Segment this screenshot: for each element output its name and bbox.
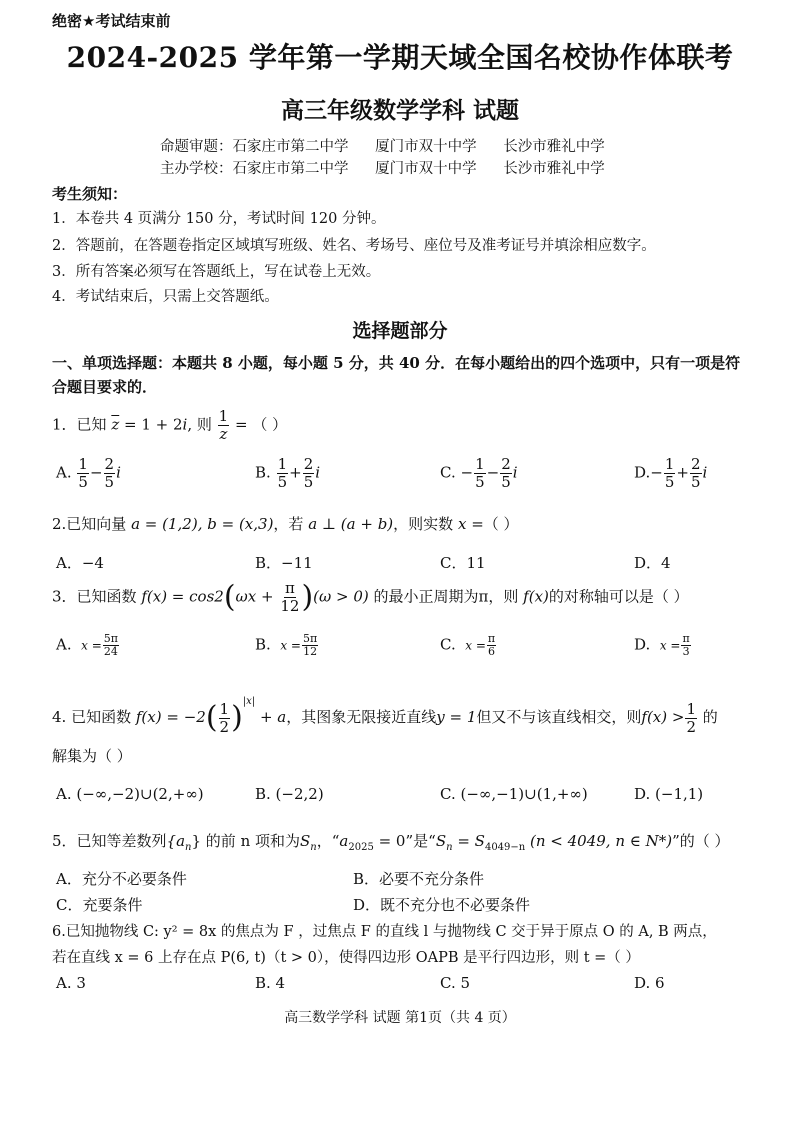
notice-heading: 考生须知： xyxy=(52,185,128,203)
q2-option-c: C．11 xyxy=(440,554,486,572)
q4-option-a: A. (−∞,−2)∪(2,+∞) xyxy=(56,785,204,803)
question-6: 6.已知抛物线 C: y² = 8x 的焦点为 F ，过焦点 F 的直线 l 与抛物线 C 交于异于原点 O 的 A, B 两点， xyxy=(52,924,717,940)
q1-option-a: A. $\frac{1}{5}$ − $\frac{2}{5}$ i xyxy=(56,455,121,491)
schools-row-1: 命题审题：石家庄市第二中学 厦门市双十中学 长沙市雅礼中学 xyxy=(160,139,605,155)
q1-option-c: C. − $\frac{1}{5}$ − $\frac{2}{5}$ i xyxy=(440,455,518,491)
exam-title: 2024-2025 学年第一学期天域全国名校协作体联考 xyxy=(66,41,734,74)
page-footer: 高三数学学科 试题 第1页（共 4 页） xyxy=(284,1010,516,1026)
fraction: $\frac{1}{z}$ xyxy=(218,407,229,443)
q1-option-d: D.− $\frac{1}{5}$ + $\frac{2}{5}$ i xyxy=(634,455,708,491)
q6-option-d: D. 6 xyxy=(634,974,665,992)
q2-option-a: A．−4 xyxy=(56,554,104,572)
notice-item: 1．本卷共 4 页满分 150 分，考试时间 120 分钟。 xyxy=(52,211,386,227)
q6-option-b: B. 4 xyxy=(255,974,286,992)
section-title: 选择题部分 xyxy=(352,320,448,342)
question-4: 4. 已知函数 f(x) = −2( $\frac{1}{2}$ )$^{|x|}$ + a，其图象无限接近直线y = 1但又不与该直线相交，则f(x) > $\frac{1}{2}$ 的 xyxy=(52,696,718,736)
notice-item: 2．答题前，在答题卷指定区域填写班级、姓名、考场号、座位号及准考证号并填涂相应数字。 xyxy=(52,238,656,254)
q5-option-b: B．必要不充分条件 xyxy=(353,870,485,888)
q5-option-a: A．充分不必要条件 xyxy=(56,870,187,888)
exam-subtitle: 高三年级数学学科 试题 xyxy=(280,97,519,124)
question-3: 3．已知函数 f(x) = cos2(ωx + $\frac{\pi}{12}$ )(ω > 0) 的最小正周期为π，则 f(x)的对称轴可以是（ ） xyxy=(52,579,689,615)
q1-option-b: B. $\frac{1}{5}$ + $\frac{2}{5}$ i xyxy=(255,455,321,491)
q4-option-c: C. (−∞,−1)∪(1,+∞) xyxy=(440,785,588,803)
question-1: 1．已知 $\overline{z} = 1 + 2i$, 则 $\frac{1}{z}$ = （ ） xyxy=(52,407,288,443)
part-instructions: 一、单项选择题：本题共 8 小题，每小题 5 分，共 40 分．在每小题给出的四个选项中，只有一项是符合题目要求的． xyxy=(52,354,741,396)
q4-option-b: B. (−2,2) xyxy=(255,785,324,803)
q2-option-d: D．4 xyxy=(634,554,671,572)
q5-option-c: C．充要条件 xyxy=(56,896,143,914)
question-6-line-2: 若在直线 x = 6 上存在点 P(6, t)（t > 0），使得四边形 OAPB 是平行四边形，则 t =（ ） xyxy=(52,950,640,966)
question-5: 5．已知等差数列$\{a_n\}$ 的前 n 项和为$S_n$，“$a_{2025} = 0$”是“$S_n = S_{4049-n}$ (n < 4049, n ∈ N*)”的（ ） xyxy=(52,832,730,853)
q2-option-b: B．−11 xyxy=(255,554,313,572)
q3-option-b: B. x = $\frac{5\pi}{12}$ xyxy=(255,632,318,658)
q5-option-d: D．既不充分也不必要条件 xyxy=(353,896,531,914)
q3-option-d: D. x = $\frac{\pi}{3}$ xyxy=(634,632,690,658)
notice-item: 3．所有答案必须写在答题纸上，写在试卷上无效。 xyxy=(52,264,381,280)
q4-option-d: D. (−1,1) xyxy=(634,785,704,803)
question-2: 2.已知向量 a = (1,2), b = (x,3)，若 a ⊥ (a + b)，则实数 x =（ ） xyxy=(52,515,519,533)
q6-option-a: A. 3 xyxy=(56,974,86,992)
schools-row-2: 主办学校：石家庄市第二中学 厦门市双十中学 长沙市雅礼中学 xyxy=(160,161,605,177)
notice-item: 4．考试结束后，只需上交答题纸。 xyxy=(52,289,279,305)
q6-option-c: C. 5 xyxy=(440,974,471,992)
question-4-line-2: 解集为（ ） xyxy=(52,747,132,765)
q3-option-c: C. x = $\frac{\pi}{6}$ xyxy=(440,632,496,658)
q3-option-a: A. x = $\frac{5\pi}{24}$ xyxy=(56,632,119,658)
secret-label: 绝密★考试结束前 xyxy=(52,12,171,30)
